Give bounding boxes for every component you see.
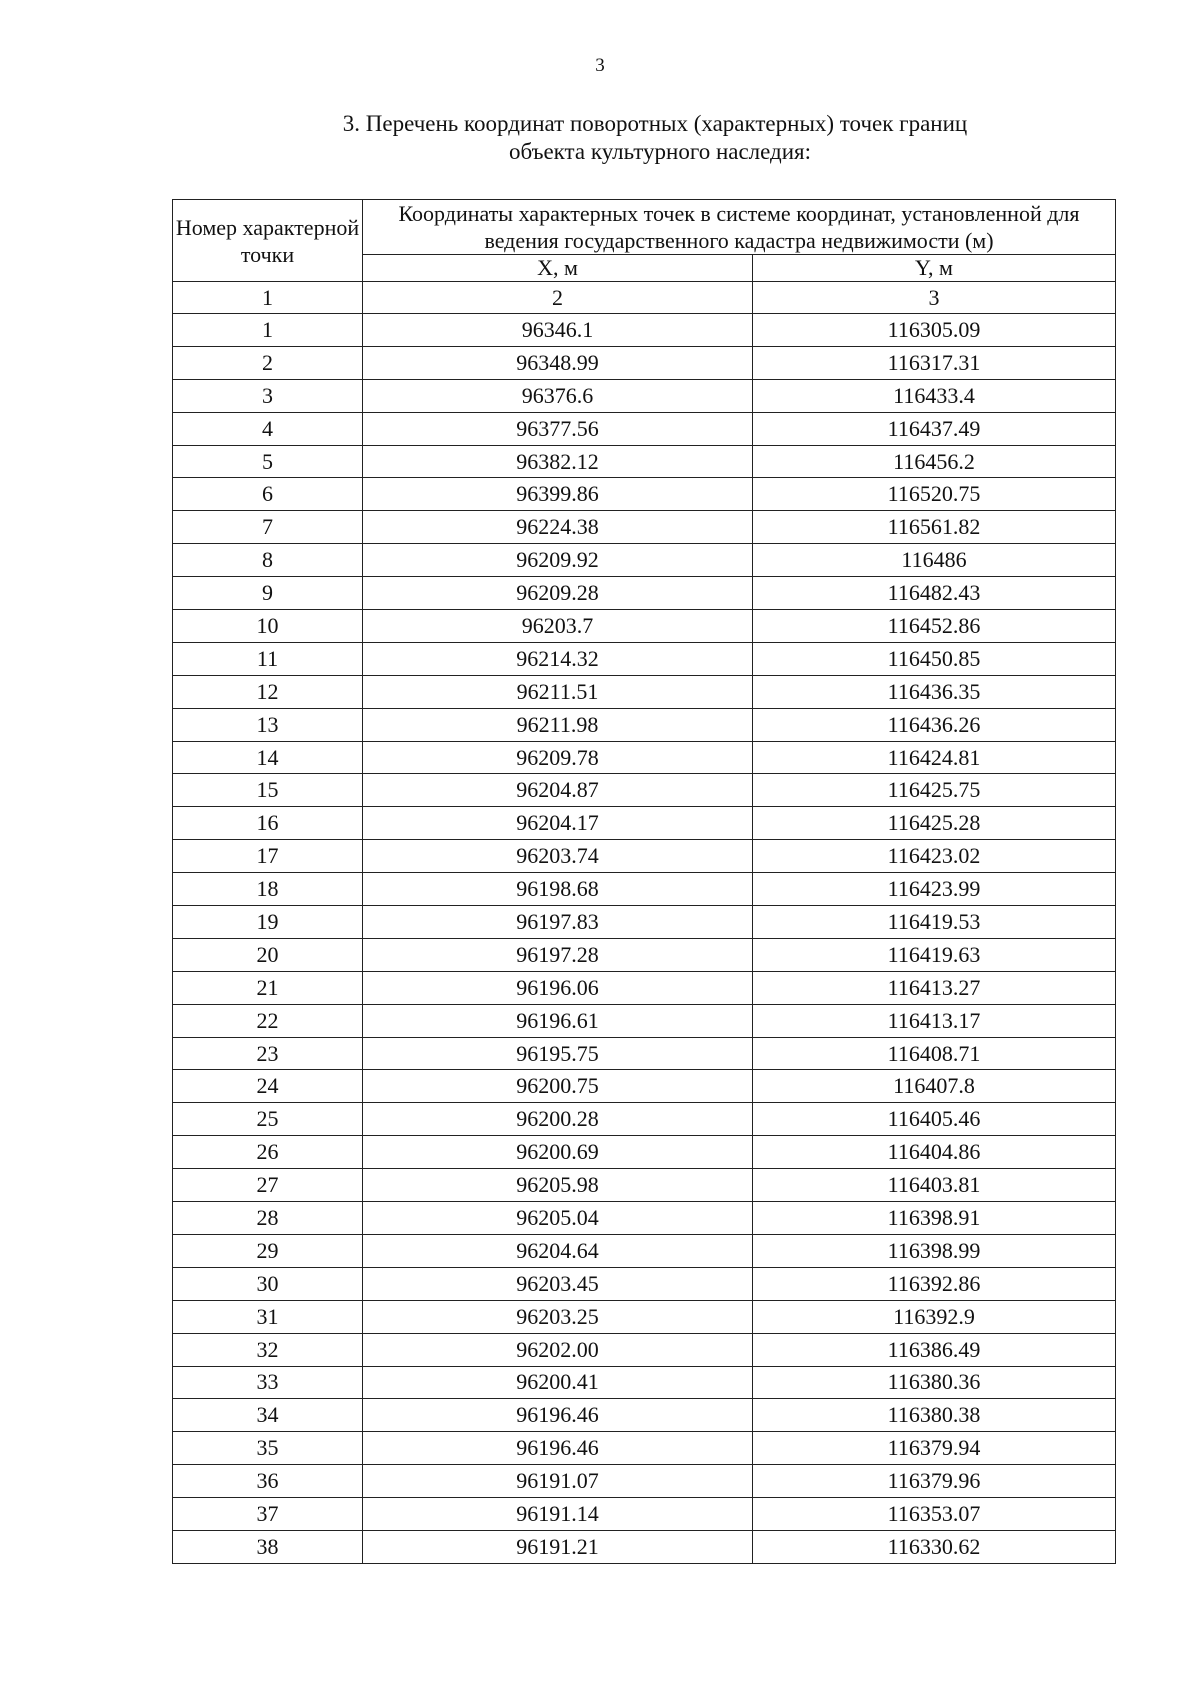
x-coordinate-cell: 96196.61	[363, 1004, 753, 1037]
table-row	[173, 1037, 1116, 1070]
x-coordinate-cell: 96224.38	[363, 511, 753, 544]
x-coordinate-cell: 96377.56	[363, 412, 753, 445]
point-number-cell: 3	[173, 379, 363, 412]
x-coordinate-cell: 96198.68	[363, 873, 753, 906]
y-coordinate-cell: 116305.09	[753, 314, 1116, 347]
heading-line-1: 3. Перечень координат поворотных (характерных) точек границ	[342, 111, 968, 136]
point-number-cell: 24	[173, 1070, 363, 1103]
y-coordinate-cell: 116419.53	[753, 906, 1116, 939]
point-number-cell: 18	[173, 873, 363, 906]
table-row	[173, 1103, 1116, 1136]
table-row	[173, 1202, 1116, 1235]
y-coordinate-cell: 116408.71	[753, 1037, 1116, 1070]
point-number-cell: 26	[173, 1136, 363, 1169]
x-coordinate-cell: 96196.46	[363, 1399, 753, 1432]
table-row	[173, 314, 1116, 347]
x-coordinate-cell: 96211.98	[363, 708, 753, 741]
point-number-cell: 5	[173, 445, 363, 478]
point-number-cell: 25	[173, 1103, 363, 1136]
point-number-cell: 9	[173, 577, 363, 610]
table-row	[173, 873, 1116, 906]
section-heading	[160, 110, 1160, 166]
x-coordinate-cell: 96205.98	[363, 1169, 753, 1202]
point-number-cell: 33	[173, 1366, 363, 1399]
x-coordinate-cell: 96191.21	[363, 1530, 753, 1563]
x-coordinate-cell: 96195.75	[363, 1037, 753, 1070]
column-index-3: 3	[753, 282, 1116, 314]
x-coordinate-cell: 96203.25	[363, 1300, 753, 1333]
table-row	[173, 840, 1116, 873]
x-coordinate-cell: 96376.6	[363, 379, 753, 412]
y-coordinate-cell: 116386.49	[753, 1333, 1116, 1366]
x-coordinate-cell: 96200.28	[363, 1103, 753, 1136]
point-number-cell: 13	[173, 708, 363, 741]
y-coordinate-cell: 116419.63	[753, 938, 1116, 971]
table-row	[173, 708, 1116, 741]
x-coordinate-cell: 96204.87	[363, 774, 753, 807]
point-number-cell: 4	[173, 412, 363, 445]
table-row	[173, 346, 1116, 379]
x-coordinate-cell: 96203.74	[363, 840, 753, 873]
x-coordinate-cell: 96211.51	[363, 675, 753, 708]
y-coordinate-cell: 116436.26	[753, 708, 1116, 741]
y-coordinate-cell: 116424.81	[753, 741, 1116, 774]
table-body	[173, 314, 1116, 1564]
point-number-cell: 28	[173, 1202, 363, 1235]
table-row	[173, 1234, 1116, 1267]
y-coordinate-cell: 116317.31	[753, 346, 1116, 379]
x-coordinate-cell: 96203.45	[363, 1267, 753, 1300]
point-number-cell: 16	[173, 807, 363, 840]
x-coordinate-cell: 96196.06	[363, 971, 753, 1004]
point-number-cell: 7	[173, 511, 363, 544]
table-row	[173, 1465, 1116, 1498]
table-row	[173, 1267, 1116, 1300]
point-number-cell: 2	[173, 346, 363, 379]
y-coordinate-cell: 116486	[753, 544, 1116, 577]
y-coordinate-cell: 116423.02	[753, 840, 1116, 873]
x-coordinate-cell: 96204.64	[363, 1234, 753, 1267]
point-number-cell: 20	[173, 938, 363, 971]
point-number-cell: 37	[173, 1498, 363, 1531]
table-row	[173, 412, 1116, 445]
header-point-number: Номер характерной точки	[173, 200, 363, 282]
y-coordinate-cell: 116425.28	[753, 807, 1116, 840]
x-coordinate-cell: 96196.46	[363, 1432, 753, 1465]
y-coordinate-cell: 116403.81	[753, 1169, 1116, 1202]
point-number-cell: 23	[173, 1037, 363, 1070]
point-number-cell: 17	[173, 840, 363, 873]
table-row	[173, 511, 1116, 544]
table-row	[173, 774, 1116, 807]
point-number-cell: 35	[173, 1432, 363, 1465]
point-number-cell: 19	[173, 906, 363, 939]
y-coordinate-cell: 116456.2	[753, 445, 1116, 478]
point-number-cell: 8	[173, 544, 363, 577]
point-number-cell: 6	[173, 478, 363, 511]
point-number-cell: 14	[173, 741, 363, 774]
x-coordinate-cell: 96346.1	[363, 314, 753, 347]
point-number-cell: 29	[173, 1234, 363, 1267]
x-coordinate-cell: 96197.83	[363, 906, 753, 939]
x-coordinate-cell: 96200.41	[363, 1366, 753, 1399]
point-number-cell: 12	[173, 675, 363, 708]
table-row	[173, 1004, 1116, 1037]
point-number-cell: 30	[173, 1267, 363, 1300]
y-coordinate-cell: 116405.46	[753, 1103, 1116, 1136]
x-coordinate-cell: 96203.7	[363, 610, 753, 643]
y-coordinate-cell: 116520.75	[753, 478, 1116, 511]
x-coordinate-cell: 96399.86	[363, 478, 753, 511]
y-coordinate-cell: 116380.36	[753, 1366, 1116, 1399]
point-number-cell: 22	[173, 1004, 363, 1037]
x-coordinate-cell: 96191.14	[363, 1498, 753, 1531]
point-number-cell: 38	[173, 1530, 363, 1563]
x-coordinate-cell: 96209.78	[363, 741, 753, 774]
table-row	[173, 807, 1116, 840]
table-row	[173, 741, 1116, 774]
table-row	[173, 906, 1116, 939]
y-coordinate-cell: 116398.91	[753, 1202, 1116, 1235]
point-number-cell: 21	[173, 971, 363, 1004]
header-coordinates-group: Координаты характерных точек в системе координат, установленной для ведения государственного кадастра недвижимости (м)	[363, 200, 1116, 255]
y-coordinate-cell: 116561.82	[753, 511, 1116, 544]
header-x: X, м	[363, 255, 753, 282]
y-coordinate-cell: 116413.17	[753, 1004, 1116, 1037]
y-coordinate-cell: 116433.4	[753, 379, 1116, 412]
table-row	[173, 1169, 1116, 1202]
x-coordinate-cell: 96348.99	[363, 346, 753, 379]
y-coordinate-cell: 116392.86	[753, 1267, 1116, 1300]
page-number: 3	[595, 55, 605, 76]
column-index-2: 2	[363, 282, 753, 314]
y-coordinate-cell: 116392.9	[753, 1300, 1116, 1333]
y-coordinate-cell: 116404.86	[753, 1136, 1116, 1169]
y-coordinate-cell: 116353.07	[753, 1498, 1116, 1531]
table-row	[173, 938, 1116, 971]
table-row	[173, 379, 1116, 412]
table-row	[173, 971, 1116, 1004]
x-coordinate-cell: 96209.92	[363, 544, 753, 577]
y-coordinate-cell: 116380.38	[753, 1399, 1116, 1432]
x-coordinate-cell: 96209.28	[363, 577, 753, 610]
y-coordinate-cell: 116413.27	[753, 971, 1116, 1004]
y-coordinate-cell: 116452.86	[753, 610, 1116, 643]
y-coordinate-cell: 116482.43	[753, 577, 1116, 610]
y-coordinate-cell: 116379.96	[753, 1465, 1116, 1498]
x-coordinate-cell: 96202.00	[363, 1333, 753, 1366]
point-number-cell: 15	[173, 774, 363, 807]
table-row	[173, 1300, 1116, 1333]
table-row	[173, 1136, 1116, 1169]
point-number-cell: 27	[173, 1169, 363, 1202]
y-coordinate-cell: 116407.8	[753, 1070, 1116, 1103]
table-row	[173, 1498, 1116, 1531]
table-row	[173, 642, 1116, 675]
y-coordinate-cell: 116425.75	[753, 774, 1116, 807]
point-number-cell: 1	[173, 314, 363, 347]
point-number-cell: 31	[173, 1300, 363, 1333]
x-coordinate-cell: 96197.28	[363, 938, 753, 971]
x-coordinate-cell: 96204.17	[363, 807, 753, 840]
x-coordinate-cell: 96205.04	[363, 1202, 753, 1235]
table-row	[173, 1399, 1116, 1432]
heading-line-2: объекта культурного наследия:	[508, 139, 812, 164]
x-coordinate-cell: 96191.07	[363, 1465, 753, 1498]
table-row	[173, 544, 1116, 577]
y-coordinate-cell: 116450.85	[753, 642, 1116, 675]
y-coordinate-cell: 116379.94	[753, 1432, 1116, 1465]
point-number-cell: 34	[173, 1399, 363, 1432]
table-row	[173, 577, 1116, 610]
table-row	[173, 610, 1116, 643]
table-row	[173, 445, 1116, 478]
table-row	[173, 1530, 1116, 1563]
table-row	[173, 1432, 1116, 1465]
point-number-cell: 36	[173, 1465, 363, 1498]
table-row	[173, 478, 1116, 511]
table-row	[173, 675, 1116, 708]
x-coordinate-cell: 96382.12	[363, 445, 753, 478]
x-coordinate-cell: 96200.75	[363, 1070, 753, 1103]
table-row	[173, 1333, 1116, 1366]
point-number-cell: 11	[173, 642, 363, 675]
x-coordinate-cell: 96200.69	[363, 1136, 753, 1169]
y-coordinate-cell: 116398.99	[753, 1234, 1116, 1267]
point-number-cell: 32	[173, 1333, 363, 1366]
x-coordinate-cell: 96214.32	[363, 642, 753, 675]
coordinates-table	[172, 199, 1116, 1564]
y-coordinate-cell: 116423.99	[753, 873, 1116, 906]
table-row	[173, 1366, 1116, 1399]
y-coordinate-cell: 116436.35	[753, 675, 1116, 708]
column-index-1: 1	[173, 282, 363, 314]
table-row	[173, 1070, 1116, 1103]
point-number-cell: 10	[173, 610, 363, 643]
y-coordinate-cell: 116330.62	[753, 1530, 1116, 1563]
header-y: Y, м	[753, 255, 1116, 282]
y-coordinate-cell: 116437.49	[753, 412, 1116, 445]
